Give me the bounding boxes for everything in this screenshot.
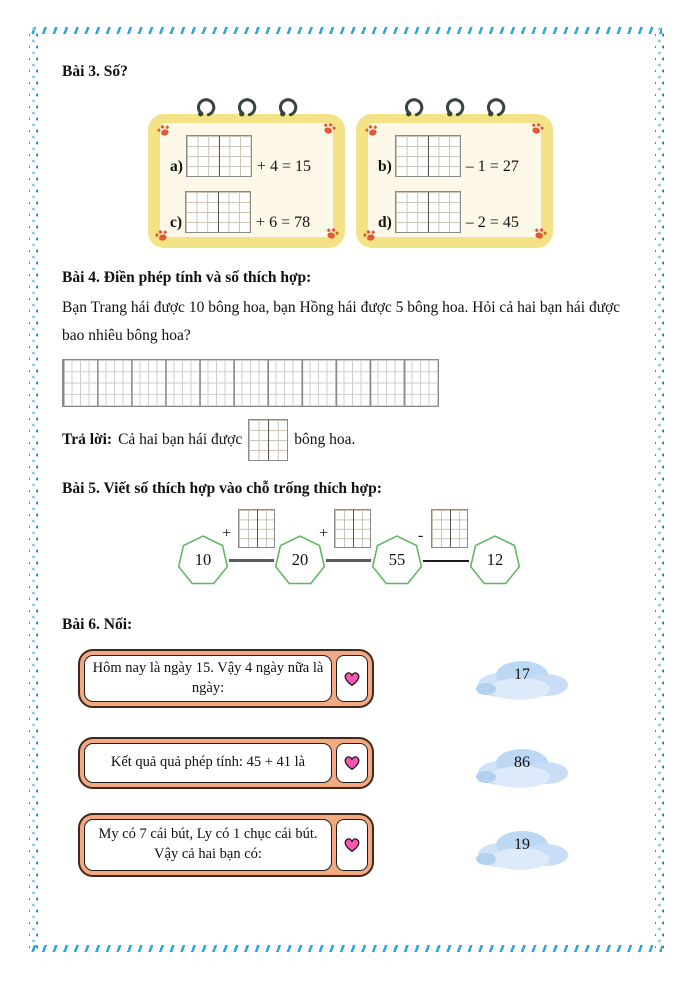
heart-icon	[342, 669, 362, 688]
worksheet-content	[62, 62, 640, 879]
bai6-title: Bài 6. Nối:	[62, 615, 133, 633]
paw-print-icon	[532, 225, 548, 241]
question-text: My có 7 cái bút, Ly có 1 chục cái bút. Vậy cả hai bạn có:	[84, 819, 332, 871]
equation-label: b)	[378, 158, 392, 176]
operator-plus: +	[222, 524, 232, 542]
equation-label: c)	[170, 214, 183, 232]
match-row	[62, 737, 640, 791]
binder-rings	[403, 94, 506, 121]
equation-expression: – 2 = 45	[465, 214, 519, 232]
heart-icon	[342, 835, 362, 854]
paw-print-icon	[321, 120, 337, 136]
question-text: Hôm nay là ngày 15. Vậy 4 ngày nữa là ngày:	[84, 655, 332, 702]
answer-cloud[interactable]	[470, 651, 574, 705]
equation-b	[378, 135, 519, 177]
operator-minus: -	[418, 526, 424, 544]
equation-label: a)	[170, 158, 183, 176]
paw-print-icon	[324, 225, 340, 241]
bai4-answer-line	[62, 419, 640, 461]
chain-connector	[423, 560, 469, 562]
bai3-panels	[148, 114, 640, 248]
paw-print-icon	[154, 227, 170, 243]
node-value: 12	[486, 549, 504, 569]
paw-print-icon	[529, 120, 545, 136]
bai5-title: Bài 5. Viết số thích hợp vào chỗ trống thích hợp:	[62, 479, 382, 497]
heart-icon	[342, 753, 362, 772]
answer-grid-box[interactable]	[395, 191, 461, 233]
notepad-panel-1	[148, 114, 345, 248]
binder-ring-icon	[277, 94, 298, 121]
number-node	[371, 533, 423, 587]
paw-print-icon	[364, 122, 380, 138]
answer-grid-box[interactable]	[248, 419, 288, 461]
connect-handle[interactable]	[336, 655, 368, 702]
question-card	[78, 649, 374, 708]
connect-handle[interactable]	[336, 743, 368, 783]
page-border-bottom	[30, 945, 662, 952]
page-border-top	[30, 27, 662, 34]
equation-label: d)	[378, 214, 392, 232]
answer-cloud[interactable]	[470, 821, 574, 875]
binder-ring-icon	[403, 94, 424, 121]
bai4-title: Bài 4. Điền phép tính và số thích hợp:	[62, 269, 312, 287]
binder-rings	[195, 94, 298, 121]
answer-value: 86	[514, 753, 530, 771]
node-value: 20	[291, 549, 309, 569]
equation-a	[170, 135, 311, 177]
page-border-right	[655, 27, 664, 952]
answer-value: 17	[514, 665, 530, 683]
connect-handle[interactable]	[336, 819, 368, 871]
answer-prefix-text: Cả hai bạn hái được	[118, 430, 243, 448]
match-row	[62, 649, 640, 703]
answer-grid-box[interactable]	[431, 509, 468, 548]
paw-print-icon	[362, 227, 378, 243]
equation-expression: + 4 = 15	[256, 158, 311, 176]
question-card	[78, 813, 374, 877]
bai4-problem-text: Bạn Trang hái được 10 bông hoa, bạn Hồng hái được 5 bông hoa. Hỏi cả hai bạn hái được bao nhiêu bông hoa?	[62, 299, 621, 345]
answer-grid-box[interactable]	[186, 135, 252, 177]
notepad-panel-2	[356, 114, 553, 248]
page-border-left	[29, 27, 38, 952]
paw-print-icon	[156, 122, 172, 138]
equation-expression: – 1 = 27	[465, 158, 519, 176]
answer-grid-box[interactable]	[185, 191, 251, 233]
node-value: 10	[194, 549, 212, 569]
chain-connector	[229, 559, 274, 562]
working-grid-strip[interactable]	[62, 359, 439, 407]
equation-d	[378, 191, 519, 233]
match-row	[62, 813, 640, 879]
answer-grid-box[interactable]	[334, 509, 371, 548]
answer-grid-box[interactable]	[238, 509, 275, 548]
answer-value: 19	[514, 835, 530, 853]
question-text: Kết quả quả phép tính: 45 + 41 là	[84, 743, 332, 783]
operator-plus: +	[319, 524, 329, 542]
bai5-number-chain	[62, 503, 640, 595]
binder-ring-icon	[485, 94, 506, 121]
bai3-title: Bài 3. Số?	[62, 63, 128, 80]
question-card	[78, 737, 374, 789]
answer-prefix-bold: Trả lời:	[62, 430, 113, 448]
answer-suffix-text: bông hoa.	[294, 430, 356, 448]
binder-ring-icon	[195, 94, 216, 121]
node-value: 55	[388, 549, 406, 569]
binder-ring-icon	[444, 94, 465, 121]
number-node	[469, 533, 521, 587]
equation-c	[170, 191, 310, 233]
answer-cloud[interactable]	[470, 739, 574, 793]
chain-connector	[326, 559, 371, 562]
binder-ring-icon	[236, 94, 257, 121]
answer-grid-box[interactable]	[395, 135, 461, 177]
equation-expression: + 6 = 78	[256, 214, 311, 232]
